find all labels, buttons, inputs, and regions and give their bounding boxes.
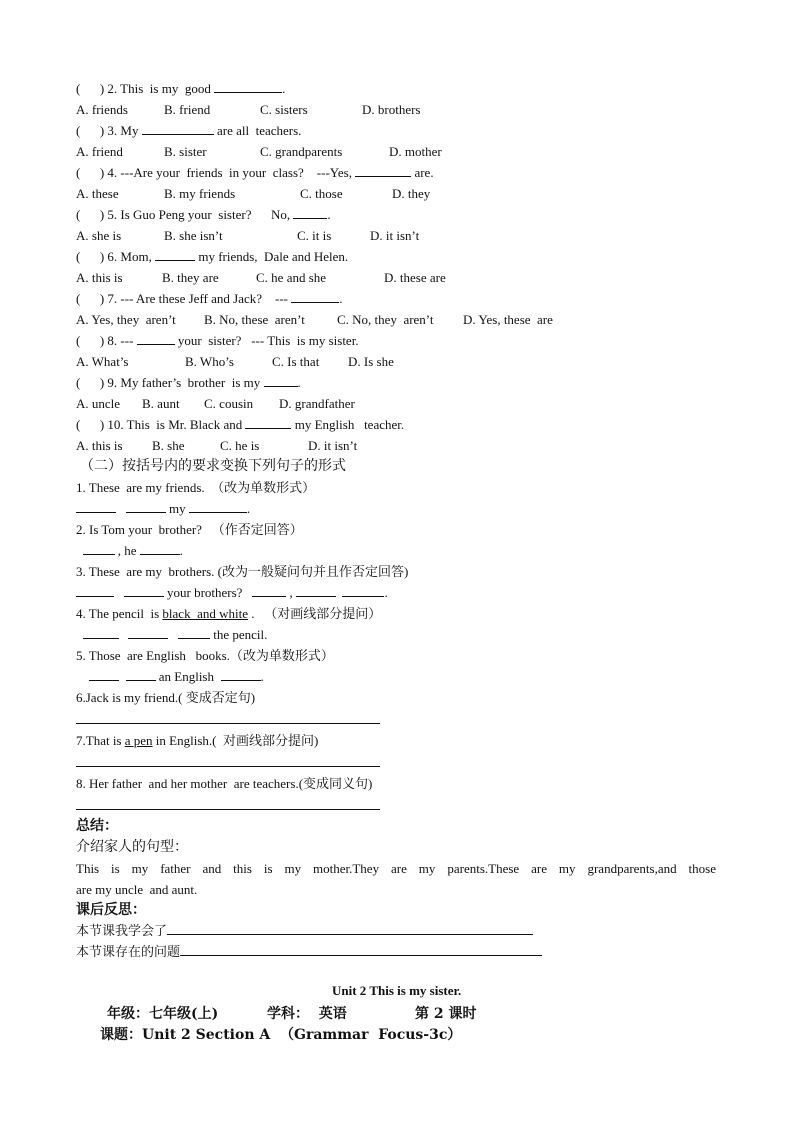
question-stem bbox=[76, 162, 726, 183]
question-options bbox=[76, 309, 726, 330]
option-d[interactable]: D. brothers bbox=[362, 102, 421, 117]
option-b[interactable]: B. friend bbox=[164, 102, 211, 117]
option-b[interactable]: B. No, these aren’t bbox=[204, 312, 305, 327]
s2-q1-answer: my . bbox=[76, 498, 726, 519]
option-c[interactable]: C. grandparents bbox=[260, 144, 343, 159]
s2-q1: 1. These are my friends. （改为单数形式） bbox=[76, 480, 316, 495]
s2-q4-answer: the pencil. bbox=[76, 624, 726, 645]
option-b[interactable]: B. aunt bbox=[142, 396, 180, 411]
question-options bbox=[76, 183, 726, 204]
reflection-learned: 本节课我学会了 bbox=[76, 921, 726, 942]
stem-text: ( ) 6. Mom, bbox=[76, 249, 156, 264]
stem-tail: . bbox=[327, 207, 331, 222]
option-c[interactable]: C. No, they aren’t bbox=[337, 312, 434, 327]
question-options bbox=[76, 225, 726, 246]
stem-tail: my English teacher. bbox=[291, 417, 405, 432]
question-options bbox=[76, 435, 726, 456]
option-a[interactable]: A. friends bbox=[76, 102, 128, 117]
s2-q8: 8. Her father and her mother are teachers.(变成同义句) bbox=[76, 776, 373, 791]
reflection-problems: 本节课存在的问题 bbox=[76, 942, 726, 963]
option-a[interactable]: A. this is bbox=[76, 270, 123, 285]
question-options bbox=[76, 393, 726, 414]
option-d[interactable]: D. they bbox=[392, 186, 431, 201]
s2-q4: 4. The pencil is black and white . （对画线部分提问） bbox=[76, 606, 382, 621]
option-b[interactable]: B. she isn’t bbox=[164, 228, 223, 243]
answer-line bbox=[76, 794, 380, 810]
option-b[interactable]: B. she bbox=[152, 438, 185, 453]
option-b[interactable]: B. they are bbox=[162, 270, 219, 285]
question-stem bbox=[76, 78, 726, 99]
stem-text: ( ) 3. My bbox=[76, 123, 142, 138]
answer-blank[interactable] bbox=[155, 246, 195, 261]
option-d[interactable]: D. it isn’t bbox=[308, 438, 358, 453]
stem-text: ( ) 2. This is my good bbox=[76, 81, 215, 96]
stem-text: ( ) 8. --- bbox=[76, 333, 137, 348]
option-a[interactable]: A. she is bbox=[76, 228, 122, 243]
option-d[interactable]: D. it isn’t bbox=[370, 228, 420, 243]
option-b[interactable]: B. my friends bbox=[164, 186, 236, 201]
question-options bbox=[76, 267, 726, 288]
answer-blank[interactable] bbox=[355, 162, 411, 177]
stem-text: ( ) 4. ---Are your friends in your class? ---Yes, bbox=[76, 165, 356, 180]
summary-text-2: are my uncle and aunt. bbox=[76, 882, 198, 897]
question-stem bbox=[76, 288, 726, 309]
answer-blank[interactable] bbox=[214, 78, 282, 93]
stem-tail: are all teachers. bbox=[213, 123, 302, 138]
question-stem bbox=[76, 120, 726, 141]
s2-q5: 5. Those are English books.（改为单数形式） bbox=[76, 648, 334, 663]
option-d[interactable]: D. these are bbox=[384, 270, 446, 285]
question-options bbox=[76, 351, 726, 372]
stem-tail: my friends, Dale and Helen. bbox=[195, 249, 349, 264]
answer-line bbox=[76, 751, 380, 767]
option-b[interactable]: B. Who’s bbox=[185, 354, 234, 369]
option-c[interactable]: C. Is that bbox=[272, 354, 320, 369]
option-d[interactable]: D. grandfather bbox=[279, 396, 355, 411]
stem-tail: . bbox=[339, 291, 343, 306]
lesson-meta: 年级：七年级(上) 学科： 英语 第 2 课时 bbox=[107, 1006, 477, 1022]
option-a[interactable]: A. uncle bbox=[76, 396, 121, 411]
question-options bbox=[76, 141, 726, 162]
option-c[interactable]: C. cousin bbox=[204, 396, 254, 411]
lesson-topic: 课题：Unit 2 Section A （Grammar Focus-3c） bbox=[100, 1027, 462, 1043]
s2-q6: 6.Jack is my friend.( 变成否定句) bbox=[76, 690, 256, 705]
s2-q2: 2. Is Tom your brother? （作否定回答） bbox=[76, 522, 303, 537]
option-c[interactable]: C. he and she bbox=[256, 270, 327, 285]
question-options bbox=[76, 99, 726, 120]
option-a[interactable]: A. Yes, they aren’t bbox=[76, 312, 176, 327]
question-stem bbox=[76, 330, 726, 351]
unit-title: Unit 2 This is my sister. bbox=[332, 983, 462, 998]
stem-text: ( ) 7. --- Are these Jeff and Jack? --- bbox=[76, 291, 292, 306]
stem-text: ( ) 10. This is Mr. Black and bbox=[76, 417, 246, 432]
s2-q3: 3. These are my brothers. (改为一般疑问句并且作否定回答) bbox=[76, 564, 409, 579]
stem-tail: are. bbox=[411, 165, 434, 180]
stem-tail: your sister? --- This is my sister. bbox=[174, 333, 359, 348]
stem-text: ( ) 9. My father’s brother is my bbox=[76, 375, 264, 390]
summary-text-1: This is my father and this is my mother.They are my parents.These are my grandparents,and those bbox=[76, 861, 716, 876]
option-d[interactable]: D. Is she bbox=[348, 354, 394, 369]
option-c[interactable]: C. it is bbox=[297, 228, 332, 243]
answer-blank[interactable] bbox=[245, 414, 291, 429]
option-d[interactable]: D. Yes, these are bbox=[463, 312, 553, 327]
option-a[interactable]: A. What’s bbox=[76, 354, 129, 369]
option-a[interactable]: A. friend bbox=[76, 144, 123, 159]
summary-heading: 总结： bbox=[76, 818, 118, 834]
option-c[interactable]: C. those bbox=[300, 186, 343, 201]
question-stem bbox=[76, 372, 726, 393]
option-a[interactable]: A. these bbox=[76, 186, 119, 201]
answer-blank[interactable] bbox=[291, 288, 339, 303]
answer-blank[interactable] bbox=[264, 372, 298, 387]
reflection-heading: 课后反思： bbox=[76, 902, 146, 918]
stem-tail: . bbox=[297, 375, 301, 390]
s2-q3-answer: your brothers? , . bbox=[76, 582, 726, 603]
worksheet bbox=[76, 78, 726, 963]
s2-q7: 7.That is a pen in English.( 对画线部分提问) bbox=[76, 733, 319, 748]
summary-subheading: 介绍家人的句型： bbox=[76, 839, 188, 855]
answer-blank[interactable] bbox=[142, 120, 214, 135]
option-c[interactable]: C. he is bbox=[220, 438, 260, 453]
question-stem bbox=[76, 204, 726, 225]
option-a[interactable]: A. this is bbox=[76, 438, 123, 453]
option-c[interactable]: C. sisters bbox=[260, 102, 308, 117]
answer-blank[interactable] bbox=[293, 204, 327, 219]
answer-blank[interactable] bbox=[137, 330, 175, 345]
stem-tail: . bbox=[282, 81, 286, 96]
s2-q2-answer: , he . bbox=[76, 540, 726, 561]
multiple-choice-section bbox=[76, 78, 726, 456]
question-stem bbox=[76, 414, 726, 435]
answer-line bbox=[76, 708, 380, 724]
question-stem bbox=[76, 246, 726, 267]
option-b[interactable]: B. sister bbox=[164, 144, 207, 159]
option-d[interactable]: D. mother bbox=[389, 144, 442, 159]
section2-title: （二）按括号内的要求变换下列句子的形式 bbox=[80, 458, 346, 474]
stem-text: ( ) 5. Is Guo Peng your sister? No, bbox=[76, 207, 294, 222]
s2-q5-answer: an English . bbox=[76, 666, 726, 687]
